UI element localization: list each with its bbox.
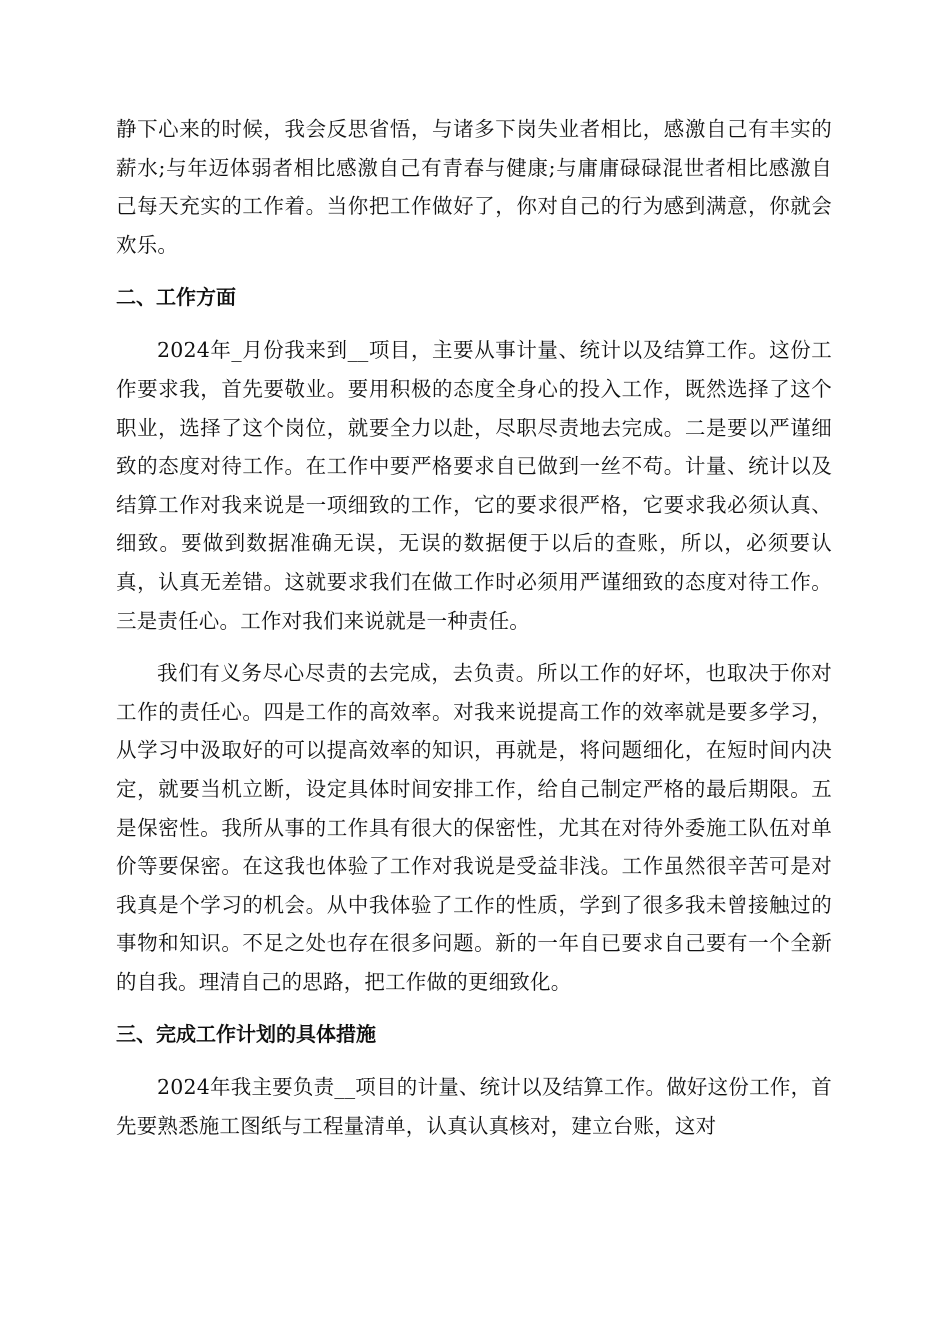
- paragraph-work-2: 我们有义务尽心尽责的去完成，去负责。所以工作的好坏，也取决于你对工作的责任心。四是工作的高效率。对我来说提高工作的效率就是要多学习，从学习中汲取好的可以提高效率的知识，再就是，将问题细化，在短时间内决定，就要当机立断，设定具体时间安排工作，给自己制定严格的最后期限。五是保密性。我所从事的工作具有很大的保密性，尤其在对待外委施工队伍对单价等要保密。在这我也体验了工作对我说是受益非浅。工作虽然很辛苦可是对我真是个学习的机会。从中我体验了工作的性质，学到了很多我未曾接触过的事物和知识。不足之处也存在很多问题。新的一年自已要求自己要有一个全新的自我。理清自己的思路，把工作做的更细致化。: [116, 661, 832, 994]
- document-page: [116, 110, 832, 1146]
- section-heading-plan-measures: 三、完成工作计划的具体措施: [116, 1022, 376, 1047]
- paragraph-plan-1: 2024年我主要负责__项目的计量、统计以及结算工作。做好这份工作，首先要熟悉施工图纸与工程量清单，认真认真核对，建立台账，这对: [116, 1075, 832, 1139]
- paragraph-work-1: 2024年_月份我来到__项目，主要从事计量、统计以及结算工作。这份工作要求我，首先要敬业。要用积极的态度全身心的投入工作，既然选择了这个职业，选择了这个岗位，就要全力以赴，尽职尽责地去完成。二是要以严谨细致的态度对待工作。在工作中要严格要求自已做到一丝不苟。计量、统计以及结算工作对我来说是一项细致的工作，它的要求很严格，它要求我必须认真、细致。要做到数据准确无误，无误的数据便于以后的查账，所以，必须要认真，认真无差错。这就要求我们在做工作时必须用严谨细致的态度对待工作。三是责任心。工作对我们来说就是一种责任。: [116, 338, 832, 633]
- section-heading-work: 二、工作方面: [116, 285, 236, 310]
- paragraph-intro: 静下心来的时候，我会反思省悟，与诸多下岗失业者相比，感激自己有丰实的薪水;与年迈体弱者相比感激自己有青春与健康;与庸庸碌碌混世者相比感激自己每天充实的工作着。当你把工作做好了，你对自己的行为感到满意，你就会欢乐。: [116, 117, 832, 257]
